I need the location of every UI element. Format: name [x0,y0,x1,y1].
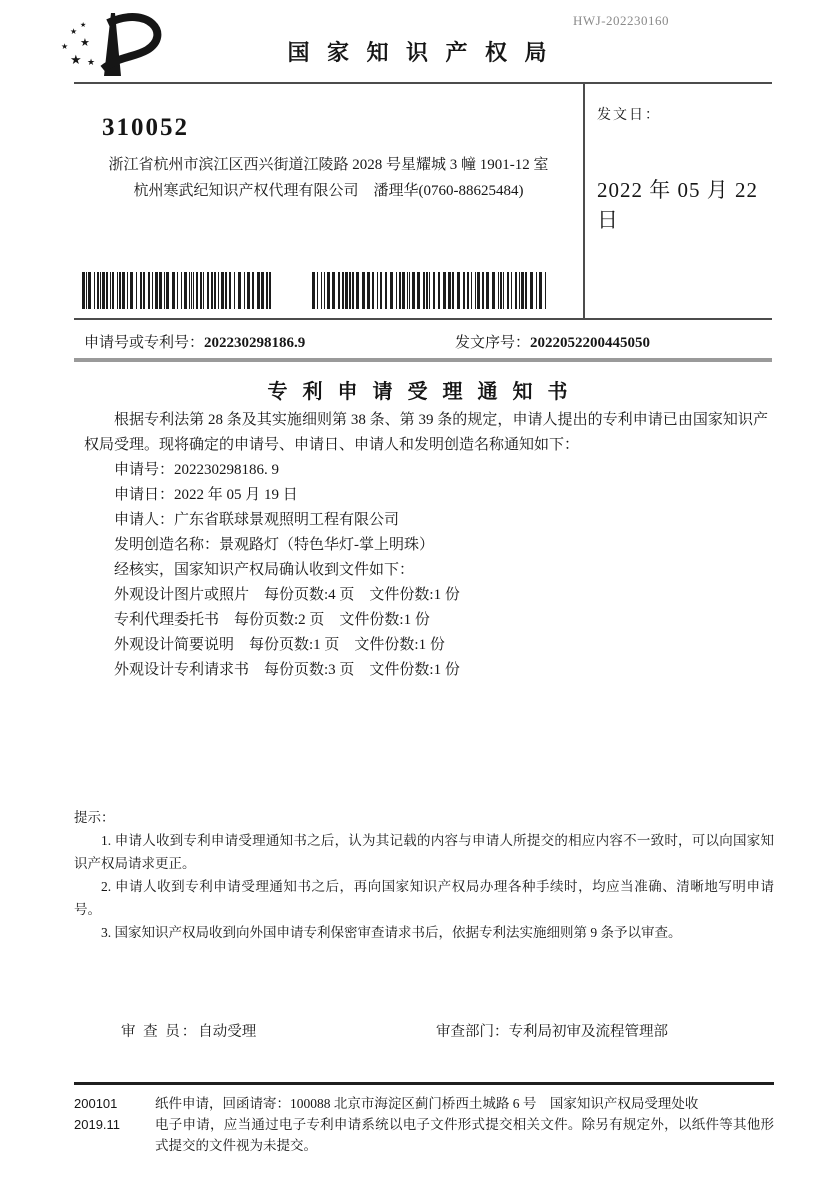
footer [74,1082,774,1156]
serial-number-value: 2022052200445050 [530,335,651,351]
examiner-label: 审 查 员： [121,1024,199,1040]
notes-label: 提示： [74,810,115,825]
recipient-address-line1: 浙江省杭州市滨江区西兴街道江陵路 2028 号星耀城 3 幢 1901-12 室 [108,157,549,173]
section-divider [74,358,772,362]
received-intro: 经核实，国家知识产权局确认收到文件如下： [114,562,415,578]
footer-text: 纸件申请，回函请寄：100088 北京市海淀区蓟门桥西土城路 6 号 国家知识产权局受理处收 [155,1096,699,1111]
examiner [121,1020,256,1041]
received-document: 外观设计专利请求书 每份页数:3 页 文件份数:1 份 [114,662,460,678]
field-label: 发明创造名称： [114,537,220,553]
application-number-value: 202230298186.9 [204,335,306,351]
recipient-postal-code: 310052 [102,114,189,141]
examiner-value: 自动受理 [198,1024,257,1040]
star-icon: ★ [61,42,69,51]
department-value: 专利局初审及流程管理部 [508,1024,668,1040]
notice-intro: 根据专利法第 28 条及其实施细则第 38 条、第 39 条的规定，申请人提出的专利申请已由国家知识产权局受理。现将确定的申请号、申请日、申请人和发明创造名称通知如下： [84,412,768,453]
serial-number-label: 发文序号： [455,335,531,351]
org-title: 国 家 知 识 产 权 局 [287,40,553,65]
field-invention-name [84,533,768,558]
barcode-serial-number [312,272,548,309]
footer-row [74,1114,774,1156]
issue-date-label: 发文日： [597,108,661,123]
footer-row [74,1093,774,1114]
field-value: 202230298186. 9 [174,462,280,478]
notes-section [74,806,774,944]
star-icon: ★ [87,57,96,67]
field-label: 申请人： [114,512,175,528]
field-label: 申请号： [114,462,175,478]
field-application-date [84,483,768,508]
notice-title: 专 利 申 请 受 理 通 知 书 [267,381,573,403]
recipient-address-line2: 杭州寒武纪知识产权代理有限公司 潘理华(0760-88625484) [133,183,524,199]
application-number-label: 申请号或专利号： [84,335,205,351]
document-ref-number: HWJ-202230160 [573,13,670,28]
field-value: 景观路灯（特色华灯-掌上明珠） [219,537,435,553]
received-document: 外观设计简要说明 每份页数:1 页 文件份数:1 份 [114,637,445,653]
received-document: 外观设计图片或照片 每份页数:4 页 文件份数:1 份 [114,587,460,603]
star-icon: ★ [70,27,78,36]
footer-code: 2019.11 [74,1117,121,1132]
field-value: 广东省联球景观照明工程有限公司 [174,512,400,528]
application-number [84,331,305,352]
field-application-no [84,458,768,483]
received-document: 专利代理委托书 每份页数:2 页 文件份数:1 份 [114,612,430,628]
issue-date-value: 2022 年 05 月 22 日 [597,178,758,232]
note-item: 1. 申请人收到专利申请受理通知书之后，认为其记载的内容与申请人所提交的相应内容不一致时，可以向国家知识产权局请求更正。 [74,833,774,871]
star-icon: ★ [80,21,87,29]
star-icon: ★ [70,52,82,67]
star-icon: ★ [80,37,90,49]
footer-code: 200101 [74,1096,118,1111]
field-label: 申请日： [114,487,175,503]
issue-date-block [585,84,772,318]
department-label: 审查部门： [436,1024,509,1040]
info-divider [74,318,772,320]
field-applicant [84,508,768,533]
note-item: 2. 申请人收到专利申请受理通知书之后，再向国家知识产权局办理各种手续时，均应当准确、清晰地写明申请号。 [74,879,774,917]
notice-body [84,408,768,683]
field-value: 2022 年 05 月 19 日 [174,487,298,503]
department [436,1020,668,1041]
barcode-application-number [82,272,272,309]
note-item: 3. 国家知识产权局收到向外国申请专利保密审查请求书后，依据专利法实施细则第 9 条予以审查。 [101,925,682,940]
footer-text: 电子申请，应当通过电子专利申请系统以电子文件形式提交相关文件。除另有规定外，以纸件等其他形式提交的文件视为未提交。 [155,1117,774,1153]
serial-number [455,331,650,352]
